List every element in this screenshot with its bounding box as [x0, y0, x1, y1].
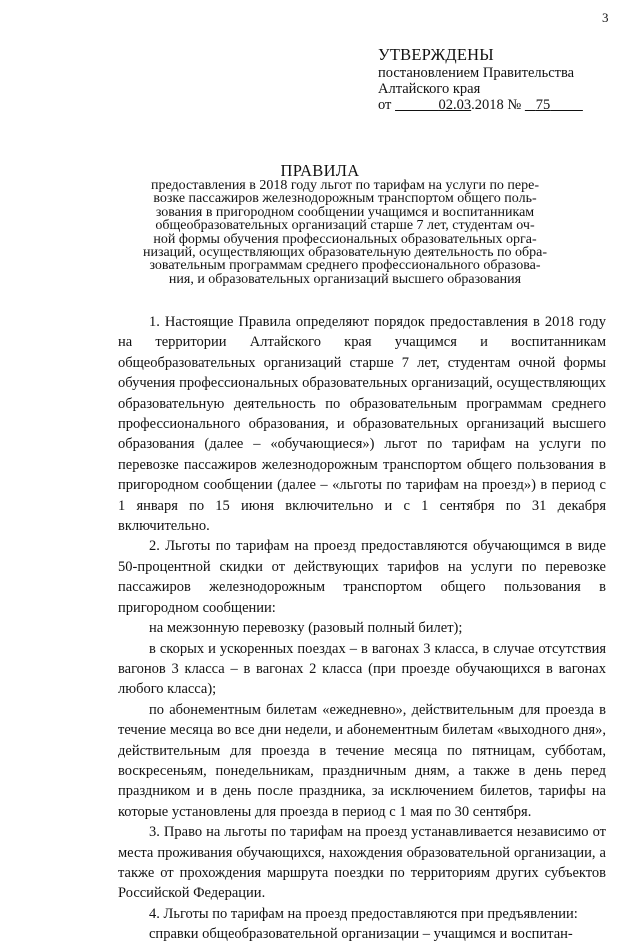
paragraph-1: 1. Настоящие Правила определяют порядок предоставления в 2018 году на территории Алтайского края учащимся и воспитанникам общеобразовательных организаций старше 7 лет, студентам очной формы обучения профессиональных образовательных организаций, осуществляющих образовательную деятельность по образовательным программам среднего профессионального образования, и образовательных организаций высшего образования (далее – «обучающиеся») льгот по тарифам на услуги по перевозке пассажиров железнодорожным транспортом общего пользования в пригородном сообщении (далее – «льготы по тарифам на проезд») в период с 1 января по 15 июня включительно и с 1 сентября по 31 декабря включительно.: [118, 314, 606, 535]
number-label: №: [507, 97, 522, 113]
subtitle-line: общеобразовательных организаций старше 7 лет, студентам оч-: [155, 218, 535, 234]
paragraph-3: 3. Право на льготы по тарифам на проезд устанавливается независимо от места проживания обучающихся, нахождения образовательной организации, а также от прохождения маршрута поездки по территориям других субъектов Российской Федерации.: [118, 824, 606, 902]
subtitle-line: ния, и образовательных организаций высшего образования: [168, 271, 522, 287]
document-body: [118, 312, 606, 945]
paragraph-2: 2. Льготы по тарифам на проезд предоставляются обучающимся в виде 50-процентной скидки от действующих тарифов на услуги по перевозке пассажиров железнодорожным транспортом общего пользования в пригородном сообщении:: [118, 538, 606, 616]
subtitle-line: зовательным программам среднего профессионального образова-: [149, 258, 541, 274]
document-title: ПРАВИЛА: [280, 161, 360, 180]
approval-number: 75: [535, 97, 551, 113]
paragraph-4: 4. Льготы по тарифам на проезд предоставляются при предъявлении:: [149, 905, 578, 922]
subtitle-line: низаций, осуществляющих образовательную деятельность по обра-: [142, 245, 548, 261]
document-subtitle: [118, 179, 572, 286]
page-number: 3: [602, 10, 609, 25]
paragraph-2-item-express-trains: в скорых и ускоренных поездах – в вагонах 3 класса, в случае отсутствия вагонов 3 класса – в вагонах 2 класса (при проезде обучающихся в вагонах любого класса);: [118, 640, 606, 698]
subtitle-line: ной формы обучения профессиональных образовательных орга-: [153, 231, 537, 247]
paragraph-4-item-school-certificate: справки общеобразовательной организации – учащимся и воспитан-: [149, 926, 573, 943]
approval-block: [378, 47, 628, 113]
approval-year: .2018: [471, 97, 504, 113]
from-label: от: [378, 97, 392, 113]
subtitle-line: возке пассажиров железнодорожным транспортом общего поль-: [153, 191, 537, 207]
subtitle-line: предоставления в 2018 году льгот по тарифам на услуги по пере-: [150, 178, 540, 193]
paragraph-2-item-single-ticket: на межзонную перевозку (разовый полный билет);: [149, 620, 463, 637]
paragraph-2-item-season-tickets: по абонементным билетам «ежедневно», действительным для проезда в течение месяца во все дни недели, и абонементным билетам «выходного дня», действительным для проезда в течение месяца по пятницам, субботам, воскресеньям, понедельникам, праздничным дням, а также в день перед праздником и в день после праздника, за исключением билетов, тарифы на которые установлены для проезда в период с 1 мая по 30 сентября.: [118, 701, 606, 820]
approval-date-line: [378, 97, 628, 113]
approval-line-region: Алтайского края: [378, 81, 481, 97]
approval-date: 02.03: [438, 97, 472, 113]
approval-line-decree: постановлением Правительства: [378, 65, 575, 81]
subtitle-line: зования в пригородном сообщении учащимся и воспитанникам: [155, 204, 535, 220]
approved-heading: УТВЕРЖДЕНЫ: [378, 45, 494, 64]
